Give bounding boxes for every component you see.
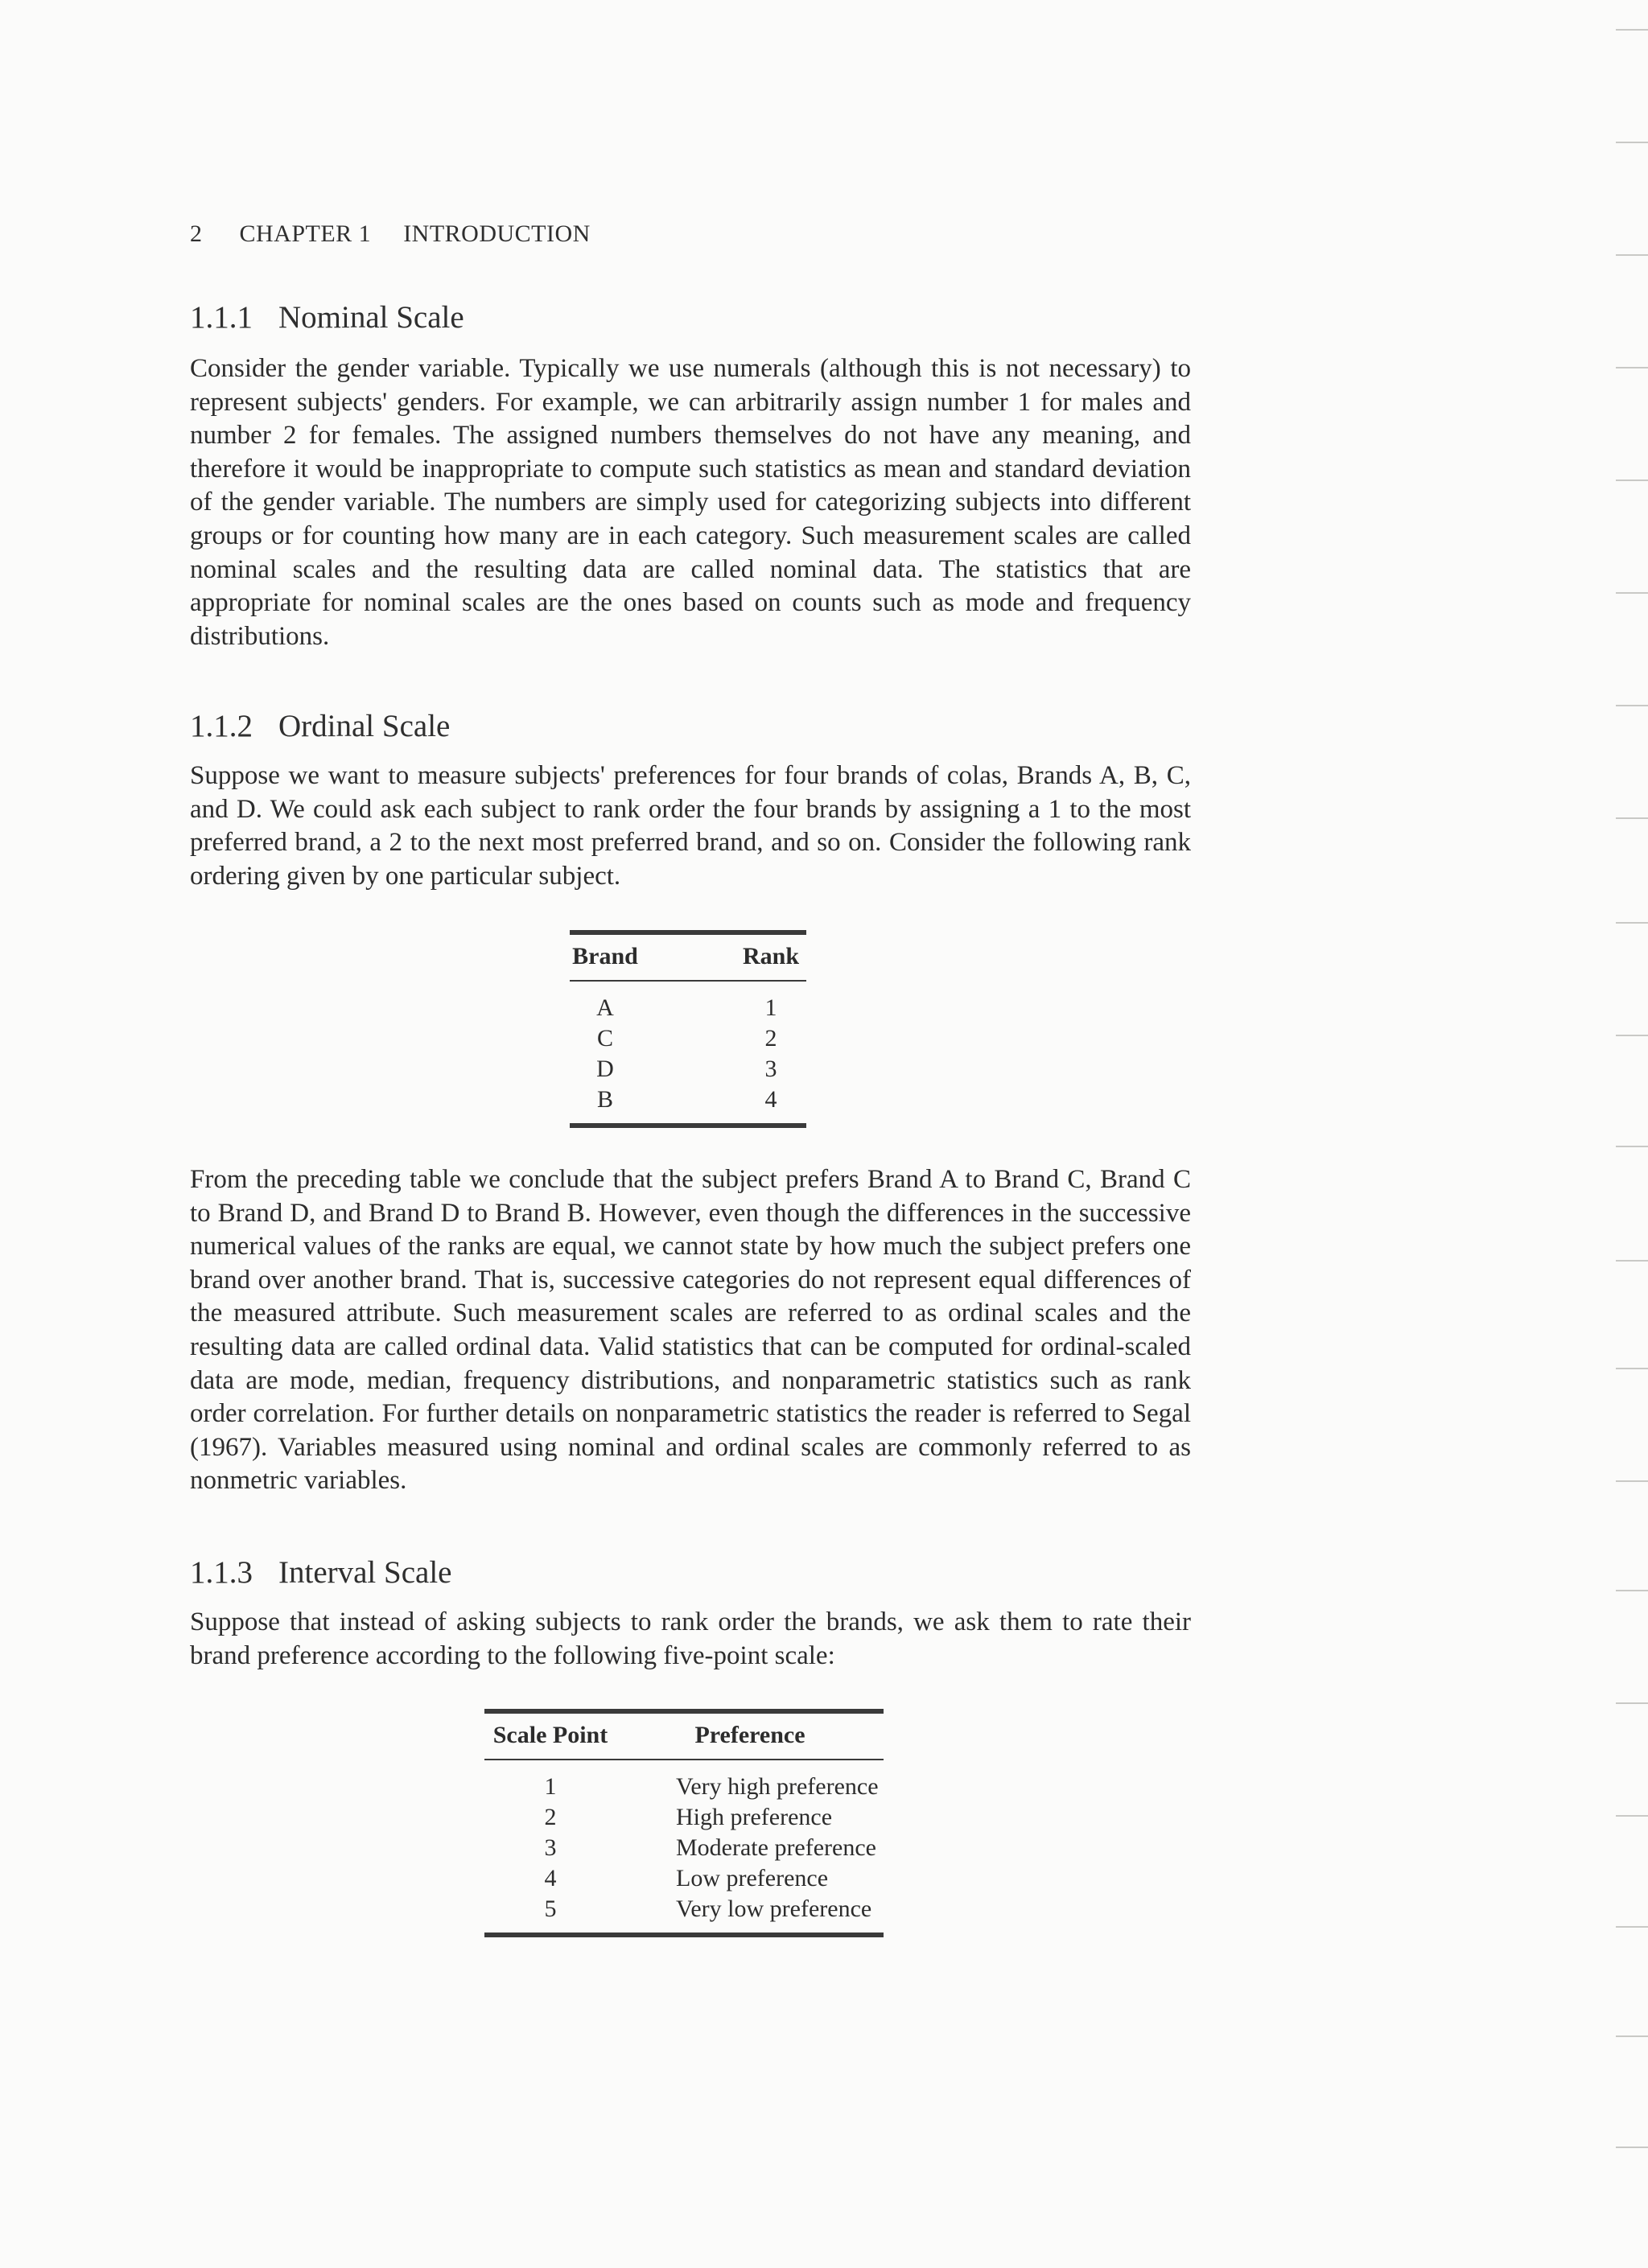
column-header-preference: Preference <box>694 1722 805 1748</box>
section-title: Nominal Scale <box>278 300 464 335</box>
brand-cell: A <box>596 994 614 1021</box>
table-row <box>570 981 806 1023</box>
section-heading-interval <box>190 1554 451 1591</box>
table-row <box>570 1023 806 1054</box>
rank-cell: 3 <box>764 1056 777 1082</box>
edge-mark <box>1616 1368 1648 1369</box>
table-header-row <box>484 1711 884 1760</box>
edge-mark <box>1616 1815 1648 1817</box>
preference-cell: Moderate preference <box>676 1834 876 1861</box>
preference-cell: Very high preference <box>676 1773 879 1800</box>
rank-cell: 1 <box>764 994 777 1021</box>
table-row <box>570 1085 806 1126</box>
edge-mark <box>1616 254 1648 256</box>
edge-mark <box>1616 592 1648 594</box>
preference-cell: Very low preference <box>676 1895 872 1922</box>
edge-mark <box>1616 817 1648 819</box>
table-row <box>484 1833 884 1863</box>
table-row <box>484 1802 884 1833</box>
scale-point-cell: 4 <box>544 1865 557 1891</box>
edge-mark <box>1616 2147 1648 2148</box>
edge-mark <box>1616 922 1648 924</box>
chapter-title: INTRODUCTION <box>403 220 591 247</box>
section-number: 1.1.3 <box>190 1555 253 1590</box>
scale-point-cell: 5 <box>544 1895 557 1922</box>
table-header-row <box>570 932 806 981</box>
paragraph-interval-scale: Suppose that instead of asking subjects to rank order the brands, we ask them to rate their brand preference according to the following five-point scale: <box>190 1607 1191 1670</box>
column-header-brand: Brand <box>572 943 638 969</box>
paragraph-ordinal-conclusion: From the preceding table we conclude that the subject prefers Brand A to Brand C, Brand C to Brand D, and Brand D to Brand B. However, even though the differences in the successive numerical values of the ranks are equal, we cannot state by how much the subject prefers one brand over another brand. That is, successive categories do not represent equal differences of the measured attribute. Such measurement scales are referred to as ordinal scales and the resulting data are called ordinal data. Valid statistics that can be computed for ordinal-scaled data are mode, median, frequency distributions, and nonparametric statistics such as rank order correlation. For further details on nonparametric statistics the reader is referred to Segal (1967). Variables measured using nominal and ordinal scales are commonly referred to as nonmetric variables. <box>190 1165 1191 1496</box>
section-heading-nominal <box>190 299 464 335</box>
edge-mark <box>1616 142 1648 143</box>
paragraph-ordinal-scale: Suppose we want to measure subjects' preferences for four brands of colas, Brands A, B, C, and D. We could ask each subject to rank order the four brands by assigning a 1 to the most preferred brand, a 2 to the next most preferred brand, and so on. Consider the following rank ordering given by one particular subject. <box>190 761 1191 891</box>
brand-rank-table <box>570 930 806 1128</box>
rank-cell: 4 <box>764 1086 777 1113</box>
edge-mark <box>1616 1035 1648 1036</box>
section-heading-ordinal <box>190 708 450 744</box>
edge-mark <box>1616 1702 1648 1704</box>
section-title: Ordinal Scale <box>278 709 451 743</box>
scale-point-cell: 3 <box>544 1834 557 1861</box>
scale-preference-table <box>484 1709 884 1937</box>
table-row <box>484 1894 884 1935</box>
column-header-scale-point: Scale Point <box>492 1722 608 1748</box>
section-number: 1.1.2 <box>190 709 253 743</box>
section-title: Interval Scale <box>278 1555 452 1590</box>
edge-mark <box>1616 1260 1648 1262</box>
table-row <box>484 1760 884 1802</box>
scale-point-cell: 1 <box>544 1773 557 1800</box>
rank-cell: 2 <box>764 1025 777 1052</box>
running-head <box>190 220 591 248</box>
edge-mark <box>1616 1146 1648 1147</box>
edge-mark <box>1616 1926 1648 1928</box>
brand-cell: C <box>596 1025 613 1052</box>
edge-mark <box>1616 29 1648 31</box>
edge-mark <box>1616 480 1648 481</box>
preference-cell: Low preference <box>676 1865 829 1891</box>
edge-mark <box>1616 367 1648 368</box>
brand-cell: D <box>596 1056 614 1082</box>
scale-point-cell: 2 <box>544 1804 557 1830</box>
page-number: 2 <box>190 220 203 247</box>
edge-mark <box>1616 1480 1648 1482</box>
preference-cell: High preference <box>676 1804 833 1830</box>
chapter-label: CHAPTER 1 <box>239 220 372 247</box>
column-header-rank: Rank <box>742 943 800 969</box>
edge-mark <box>1616 1590 1648 1591</box>
table-row <box>570 1054 806 1085</box>
section-number: 1.1.1 <box>190 300 253 335</box>
edge-mark <box>1616 2035 1648 2037</box>
edge-mark <box>1616 705 1648 706</box>
brand-cell: B <box>596 1086 613 1113</box>
paragraph-nominal-scale: Consider the gender variable. Typically we use numerals (although this is not necessary) to represent subjects' genders. For example, we can arbitrarily assign number 1 for males and number 2 for females. The assigned numbers themselves do not have any meaning, and therefore it would be inappropriate to compute such statistics as mean and standard deviation of the gender variable. The numbers are simply used for categorizing subjects into different groups or for counting how many are in each category. Such measurement scales are called nominal scales and the resulting data are called nominal data. The statistics that are appropriate for nominal scales are the ones based on counts such as mode and frequency distributions. <box>190 354 1191 651</box>
table-row <box>484 1863 884 1894</box>
page-edge-marks <box>1600 0 1648 2268</box>
